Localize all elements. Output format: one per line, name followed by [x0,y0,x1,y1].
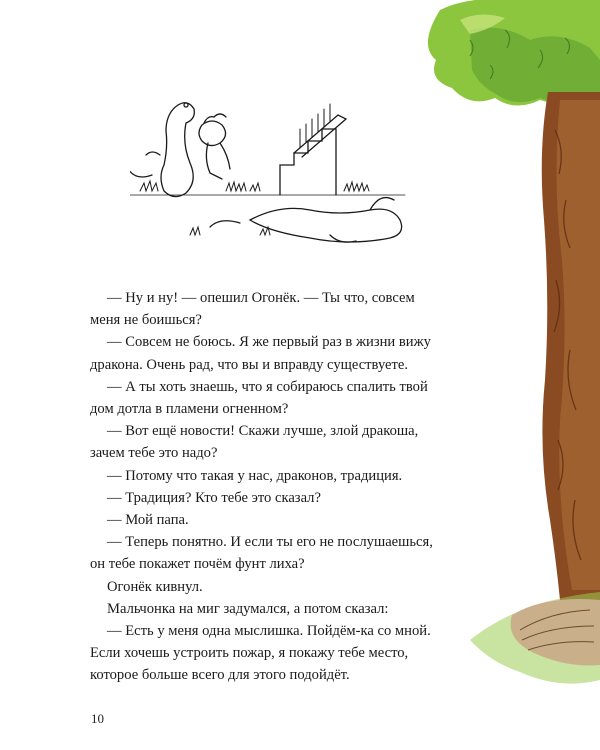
paragraph: — Потому что такая у нас, драконов, традиция. [107,467,403,484]
paragraph: — Совсем не боюсь. Я же первый раз в жизни вижу дракона. Очень рад, что вы и вправду существуете. [90,334,431,373]
tree-foliage-highlight [460,14,505,34]
boy-figure [199,121,226,146]
paragraph: — Теперь понятно. И если ты его не послушаешься, он тебе покажет почём фунт лиха? [90,534,433,573]
tree-foliage-shade [470,28,600,103]
page-number: 10 [91,711,104,726]
story-text [90,287,520,687]
tree-foliage [428,0,600,106]
paragraph: — Вот ещё новости! Скажи лучше, злой дракоша, зачем тебе это надо? [90,423,419,462]
paragraph: — Традиция? Кто тебе это сказал? [107,489,321,506]
paragraph: — Мой папа. [107,512,189,529]
paragraph: — А ты хоть знаешь, что я собираюсь спалить твой дом дотла в пламени огненном? [90,378,428,418]
sleeping-dragon [250,208,402,242]
tree-trunk [542,92,600,600]
stairs [280,129,336,195]
dragon-and-boy-sketch [130,95,420,255]
paragraph: — Есть у меня одна мыслишка. Пойдём-ка со мной. Если хочешь устроить пожар, я покажу тебе место, которое больше всего для этого подойдёт. [90,623,431,684]
dragon-figure [161,103,194,197]
tree-root [511,599,600,665]
paragraph: — Ну и ну! — опешил Огонёк. — Ты что, совсем меня не боишься? [90,290,415,329]
paragraph: Огонёк кивнул. [107,578,203,595]
paragraph: Мальчонка на миг задумался, а потом сказал: [107,600,389,617]
tree-trunk-bark [556,100,600,590]
